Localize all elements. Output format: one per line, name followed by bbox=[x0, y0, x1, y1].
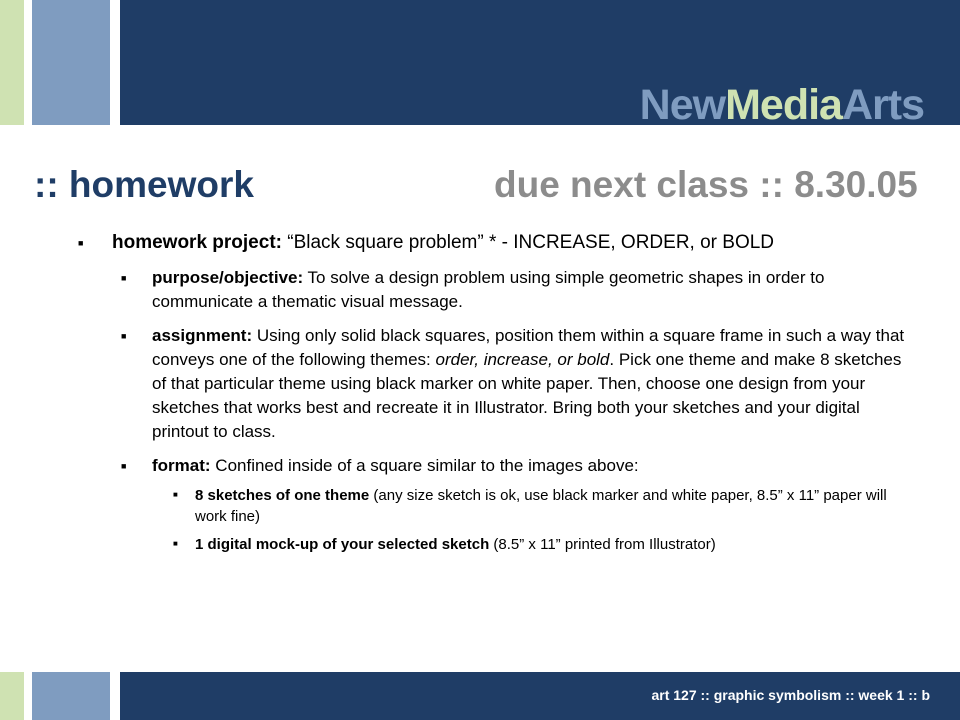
bullet-sketches bbox=[173, 485, 905, 527]
sketches-label: 8 sketches of one theme bbox=[195, 487, 370, 504]
mockup-text: (8.5” x 11” printed from Illustrator) bbox=[489, 536, 716, 553]
bullet-homework-project bbox=[78, 230, 902, 256]
project-label: homework project: bbox=[112, 232, 282, 253]
bullet-square-icon: ■ bbox=[173, 539, 178, 548]
bullet-square-icon: ■ bbox=[121, 273, 127, 283]
decor-bar-green-top bbox=[0, 0, 24, 125]
sketches-text: (any size sketch is ok, use black marker and white paper, 8.5” x 11” paper will work fine) bbox=[195, 487, 887, 525]
bullet-square-icon: ■ bbox=[121, 461, 127, 471]
bullet-purpose bbox=[121, 266, 912, 314]
due-date: due next class :: 8.30.05 bbox=[494, 164, 918, 205]
brand-arts: Arts bbox=[841, 81, 924, 129]
bullet-mockup bbox=[173, 534, 905, 555]
assignment-label: assignment: bbox=[152, 326, 253, 345]
format-text: Confined inside of a square similar to the images above: bbox=[210, 456, 639, 475]
decor-bar-blue-bottom bbox=[32, 672, 110, 720]
bullet-assignment bbox=[121, 324, 912, 444]
format-label: format: bbox=[152, 456, 211, 475]
decor-bar-green-bottom bbox=[0, 672, 24, 720]
bullet-format bbox=[121, 454, 912, 478]
project-text: “Black square problem” * - INCREASE, ORDER, or BOLD bbox=[281, 232, 775, 253]
brand-logo bbox=[639, 81, 924, 129]
assignment-themes: order, increase, or bold bbox=[435, 350, 610, 369]
mockup-label: 1 digital mock-up of your selected sketch bbox=[195, 536, 490, 553]
assignment-text-1: Using only solid black squares, position them within a square frame in such a way that conveys one of the following themes: bbox=[152, 326, 905, 369]
bullet-square-icon: ■ bbox=[173, 490, 178, 499]
brand-media: Media bbox=[725, 81, 842, 129]
slide-title: :: homework bbox=[34, 164, 254, 205]
brand-new: New bbox=[639, 81, 726, 129]
assignment-text-2: . Pick one theme and make 8 sketches of that particular theme using black marker on white paper. Then, choose one design from your sketches that works best and recreate it in Illustrator. Bring both your sketches and your digital printout to class. bbox=[152, 350, 902, 441]
bullet-square-icon: ■ bbox=[121, 331, 127, 341]
decor-bar-blue-top bbox=[32, 0, 110, 125]
bullet-square-icon: ■ bbox=[78, 238, 84, 248]
footer-text: art 127 :: graphic symbolism :: week 1 :: b bbox=[651, 687, 930, 703]
purpose-label: purpose/objective: bbox=[152, 268, 304, 287]
slide-content bbox=[0, 230, 960, 555]
purpose-text: To solve a design problem using simple geometric shapes in order to communicate a thematic visual message. bbox=[152, 268, 825, 311]
